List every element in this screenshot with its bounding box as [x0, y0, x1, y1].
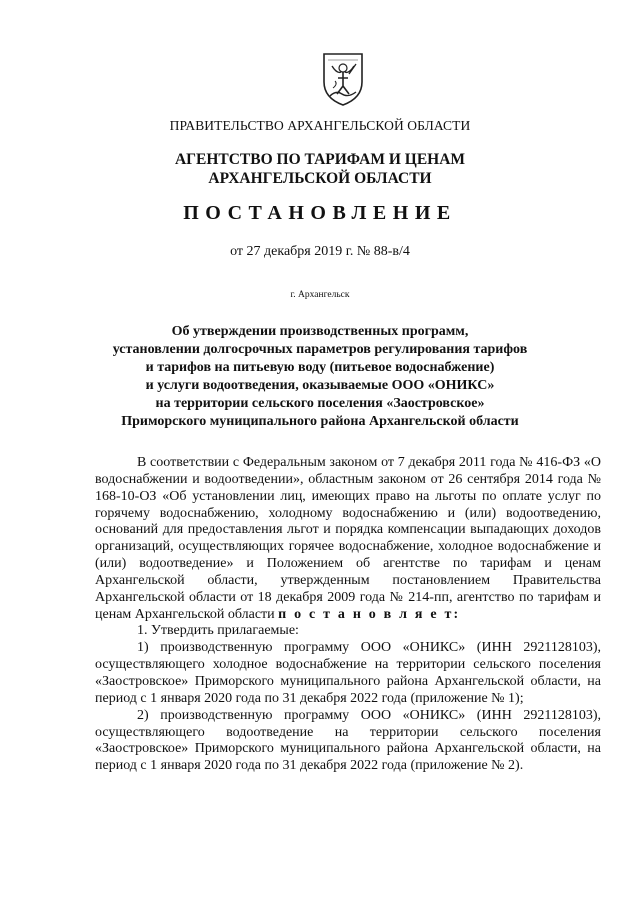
title-line: и услуги водоотведения, оказываемые ООО «ОНИКС» [145, 378, 495, 393]
agency-line-2: АРХАНГЕЛЬСКОЙ ОБЛАСТИ [208, 170, 432, 187]
arkhangelsk-coat-of-arms-icon [318, 48, 368, 108]
preamble-text: В соответствии с Федеральным законом от 7 декабря 2011 года № 416-ФЗ «О водоснабжении и водоотведении», областным законом от 26 сентября 2014 года № 168-10-ОЗ «Об установлении лиц, имеющих право на льготы по оплате услуг по горячему водоснабжению, холодному водоснабжению и (или) водоотведению, оснований для предоставления льгот и порядка компенсации выпадающих доходов организаций, осуществляющих горячее водоснабжение, холодное водоснабжение и (или) водоотведение» и Положением об агентстве по тарифам и ценам Архангельской области, утвержденным постановлением Правительства Архангельской области от 18 декабря 2009 года № 214-пп, агентство по тарифам и ценам Архангельской области [95, 455, 601, 622]
document-date-number: от 27 декабря 2019 г. № 88-в/4 [230, 244, 410, 259]
item-1-1: 1) производственную программу ООО «ОНИКС» (ИНН 2921128103), осуществляющего холодное водоснабжение на территории сельского поселения «Заостровское» Приморского муниципального района Архангельской области, на период с 1 января 2020 года по 31 декабря 2022 года (приложение № 1); [95, 640, 601, 706]
document-type: ПОСТАНОВЛЕНИЕ [183, 202, 457, 224]
title-line: и тарифов на питьевую воду (питьевое водоснабжение) [145, 360, 495, 375]
agency-name [0, 150, 640, 188]
document-title [0, 323, 640, 431]
agency-line-1: АГЕНТСТВО ПО ТАРИФАМ И ЦЕНАМ [174, 151, 466, 168]
title-line: Об утверждении производственных программ, [171, 324, 469, 339]
title-line: на территории сельского поселения «Заостровское» [155, 396, 485, 411]
decree-word: п о с т а н о в л я е т: [278, 606, 461, 622]
government-name: ПРАВИТЕЛЬСТВО АРХАНГЕЛЬСКОЙ ОБЛАСТИ [169, 118, 471, 133]
document-body [95, 455, 601, 775]
preamble-paragraph [95, 455, 601, 623]
title-line: установлении долгосрочных параметров регулирования тарифов [112, 342, 528, 357]
title-line: Приморского муниципального района Архангельской области [121, 414, 519, 429]
item-1: 1. Утвердить прилагаемые: [137, 623, 299, 639]
item-1-2: 2) производственную программу ООО «ОНИКС» (ИНН 2921128103), осуществляющего водоотведение на территории сельского поселения «Заостровское» Приморского муниципального района Архангельской области, на период с 1 января 2020 года по 31 декабря 2022 года (приложение № 2). [95, 707, 601, 774]
document-city: г. Архангельск [290, 290, 350, 300]
